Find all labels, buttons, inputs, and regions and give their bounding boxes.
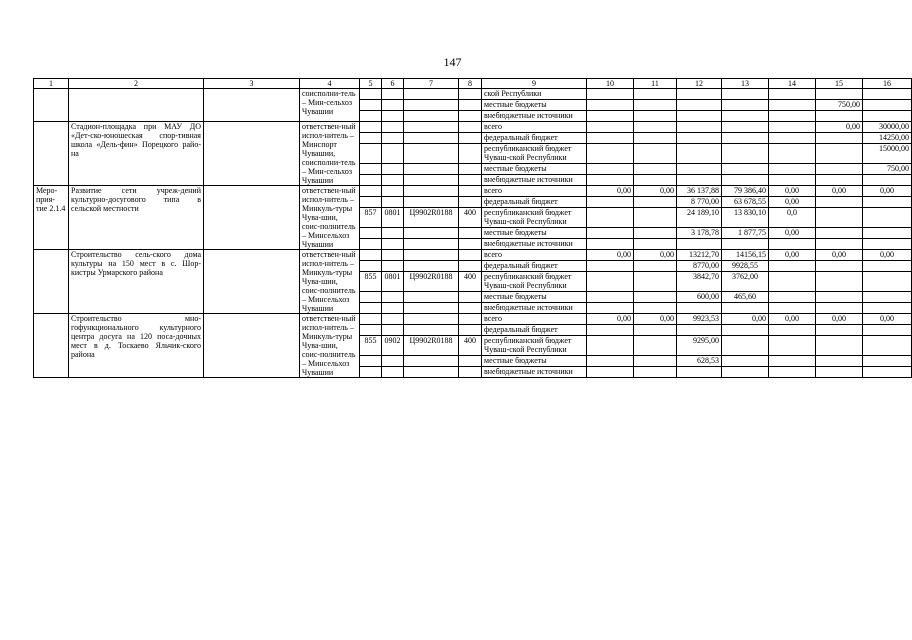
col-header: 11 xyxy=(634,79,677,89)
source-cell: местные бюджеты xyxy=(482,291,587,302)
col-header: 7 xyxy=(404,79,459,89)
value-cell: 600,00 xyxy=(677,291,722,302)
source-cell: республиканский бюджет Чуваш-ской Республики xyxy=(482,336,587,355)
value-cell: 465,60 xyxy=(722,291,769,302)
value-cell: 1 877,75 xyxy=(722,227,769,238)
col-header: 2 xyxy=(69,79,204,89)
target-code: Ц9902R0188 xyxy=(404,336,459,355)
value-cell: 0,00 xyxy=(863,250,912,261)
value-cell: 9923,53 xyxy=(677,314,722,325)
value-cell: 30000,00 xyxy=(863,122,912,133)
expense-code: 400 xyxy=(459,336,482,355)
table-row xyxy=(34,89,912,100)
table-row xyxy=(34,314,912,325)
value-cell: 14250,00 xyxy=(863,133,912,144)
target-code: Ц9902R0188 xyxy=(404,208,459,227)
value-cell: 0,00 xyxy=(769,227,816,238)
value-cell: 0,00 xyxy=(816,250,863,261)
source-cell: внебюджетные источники xyxy=(482,111,587,122)
executor-cell: ответствен-ный испол-нитель – Минкуль-туры Чува-шии, соис-полнитель – Минсельхоз Чувашии xyxy=(300,250,360,314)
value-cell: 15000,00 xyxy=(863,144,912,163)
executor-cell: ответствен-ный испол-нитель – Минспорт Чувашии, соисполни-тель – Мин-сельхоз Чувашии xyxy=(300,122,360,186)
target-code: Ц9902R0188 xyxy=(404,272,459,291)
value-cell: 0,00 xyxy=(587,250,634,261)
value-cell: 0,00 xyxy=(816,186,863,197)
value-cell: 0,00 xyxy=(634,314,677,325)
value-cell: 0,00 xyxy=(816,122,863,133)
value-cell: 3 178,78 xyxy=(677,227,722,238)
source-cell: внебюджетные источники xyxy=(482,238,587,249)
section-code: 0902 xyxy=(382,336,404,355)
value-cell: 0,00 xyxy=(863,314,912,325)
value-cell: 13212,70 xyxy=(677,250,722,261)
value-cell: 628,53 xyxy=(677,355,722,366)
value-cell: 0,00 xyxy=(816,314,863,325)
executor-cell: соисполни-тель – Мин-сельхоз Чувашии xyxy=(300,89,360,122)
budget-table xyxy=(33,78,912,378)
activity-name: Строительство сель-ского дома культуры на 150 мест в с. Шор-кистры Урмарского района xyxy=(69,250,204,314)
value-cell: 8 770,00 xyxy=(677,197,722,208)
source-cell: внебюджетные источники xyxy=(482,302,587,313)
col-header: 10 xyxy=(587,79,634,89)
value-cell: 3762,00 xyxy=(722,272,769,291)
value-cell: 14156,15 xyxy=(722,250,769,261)
source-cell: внебюджетные источники xyxy=(482,366,587,377)
activity-name: Стадион-площадка при МАУ ДО «Дет-ско-юношеская спор-тивная школа «Дель-фин» Порецкого райо-на xyxy=(69,122,204,186)
value-cell: 750,00 xyxy=(816,100,863,111)
col-header: 15 xyxy=(816,79,863,89)
value-cell: 0,00 xyxy=(769,314,816,325)
page-number: 147 xyxy=(443,55,462,69)
expense-code: 400 xyxy=(459,208,482,227)
col-header: 14 xyxy=(769,79,816,89)
source-cell: федеральный бюджет xyxy=(482,197,587,208)
value-cell: 9295,00 xyxy=(677,336,722,355)
value-cell: 0,00 xyxy=(722,314,769,325)
value-cell: 63 678,55 xyxy=(722,197,769,208)
source-cell: республиканский бюджет Чуваш-ской Республики xyxy=(482,144,587,163)
source-cell: местные бюджеты xyxy=(482,163,587,174)
value-cell: 24 189,10 xyxy=(677,208,722,227)
col-header: 1 xyxy=(34,79,69,89)
value-cell: 0,00 xyxy=(634,186,677,197)
source-cell: всего xyxy=(482,250,587,261)
value-cell: 0,00 xyxy=(769,197,816,208)
source-cell: республиканский бюджет Чуваш-ской Республики xyxy=(482,208,587,227)
col-header: 16 xyxy=(863,79,912,89)
source-cell: всего xyxy=(482,122,587,133)
col-header: 8 xyxy=(459,79,482,89)
source-cell: федеральный бюджет xyxy=(482,133,587,144)
value-cell: 79 386,40 xyxy=(722,186,769,197)
expense-code: 400 xyxy=(459,272,482,291)
source-cell: республиканский бюджет Чуваш-ской Республики xyxy=(482,272,587,291)
measure-number: Меро-прия-тие 2.1.4 xyxy=(34,186,69,250)
value-cell: 0,00 xyxy=(587,314,634,325)
source-cell: внебюджетные источники xyxy=(482,174,587,185)
source-cell: ской Республики xyxy=(482,89,587,100)
ministry-code: 855 xyxy=(360,336,382,355)
ministry-code: 857 xyxy=(360,208,382,227)
col-header: 5 xyxy=(360,79,382,89)
col-header: 6 xyxy=(382,79,404,89)
value-cell: 0,00 xyxy=(769,250,816,261)
value-cell: 750,00 xyxy=(863,163,912,174)
value-cell: 0,00 xyxy=(587,186,634,197)
activity-name: Развитие сети учреж-дений культурно-досугового типа в сельской местности xyxy=(69,186,204,250)
source-cell: местные бюджеты xyxy=(482,100,587,111)
activity-name: Строительство мно-гофункционального культурного центра досуга на 120 поса-дочных мест в д. Тоскаево Яльчик-ского района xyxy=(69,314,204,378)
table-row xyxy=(34,186,912,197)
table-row xyxy=(34,250,912,261)
value-cell: 9928,55 xyxy=(722,261,769,272)
source-cell: всего xyxy=(482,314,587,325)
source-cell: местные бюджеты xyxy=(482,227,587,238)
value-cell xyxy=(816,89,863,100)
value-cell: 0,00 xyxy=(634,250,677,261)
executor-cell: ответствен-ный испол-нитель – Минкуль-туры Чува-шии, соис-полнитель – Минсельхоз Чувашии xyxy=(300,186,360,250)
value-cell: 0,0 xyxy=(769,208,816,227)
table-row xyxy=(34,122,912,133)
value-cell: 13 830,10 xyxy=(722,208,769,227)
value-cell: 3842,70 xyxy=(677,272,722,291)
col-header: 13 xyxy=(722,79,769,89)
source-cell: всего xyxy=(482,186,587,197)
section-code: 0801 xyxy=(382,208,404,227)
ministry-code: 855 xyxy=(360,272,382,291)
col-header: 9 xyxy=(482,79,587,89)
value-cell: 0,00 xyxy=(769,186,816,197)
value-cell: 0,00 xyxy=(863,186,912,197)
executor-cell: ответствен-ный испол-нитель – Минкуль-туры Чува-шии, соис-полнитель – Минсельхоз Чувашии xyxy=(300,314,360,378)
col-header: 3 xyxy=(204,79,300,89)
source-cell: федеральный бюджет xyxy=(482,325,587,336)
value-cell: 8770,00 xyxy=(677,261,722,272)
source-cell: местные бюджеты xyxy=(482,355,587,366)
source-cell: федеральный бюджет xyxy=(482,261,587,272)
value-cell: 36 137,88 xyxy=(677,186,722,197)
col-header: 12 xyxy=(677,79,722,89)
header-row xyxy=(34,79,912,89)
section-code: 0801 xyxy=(382,272,404,291)
col-header: 4 xyxy=(300,79,360,89)
